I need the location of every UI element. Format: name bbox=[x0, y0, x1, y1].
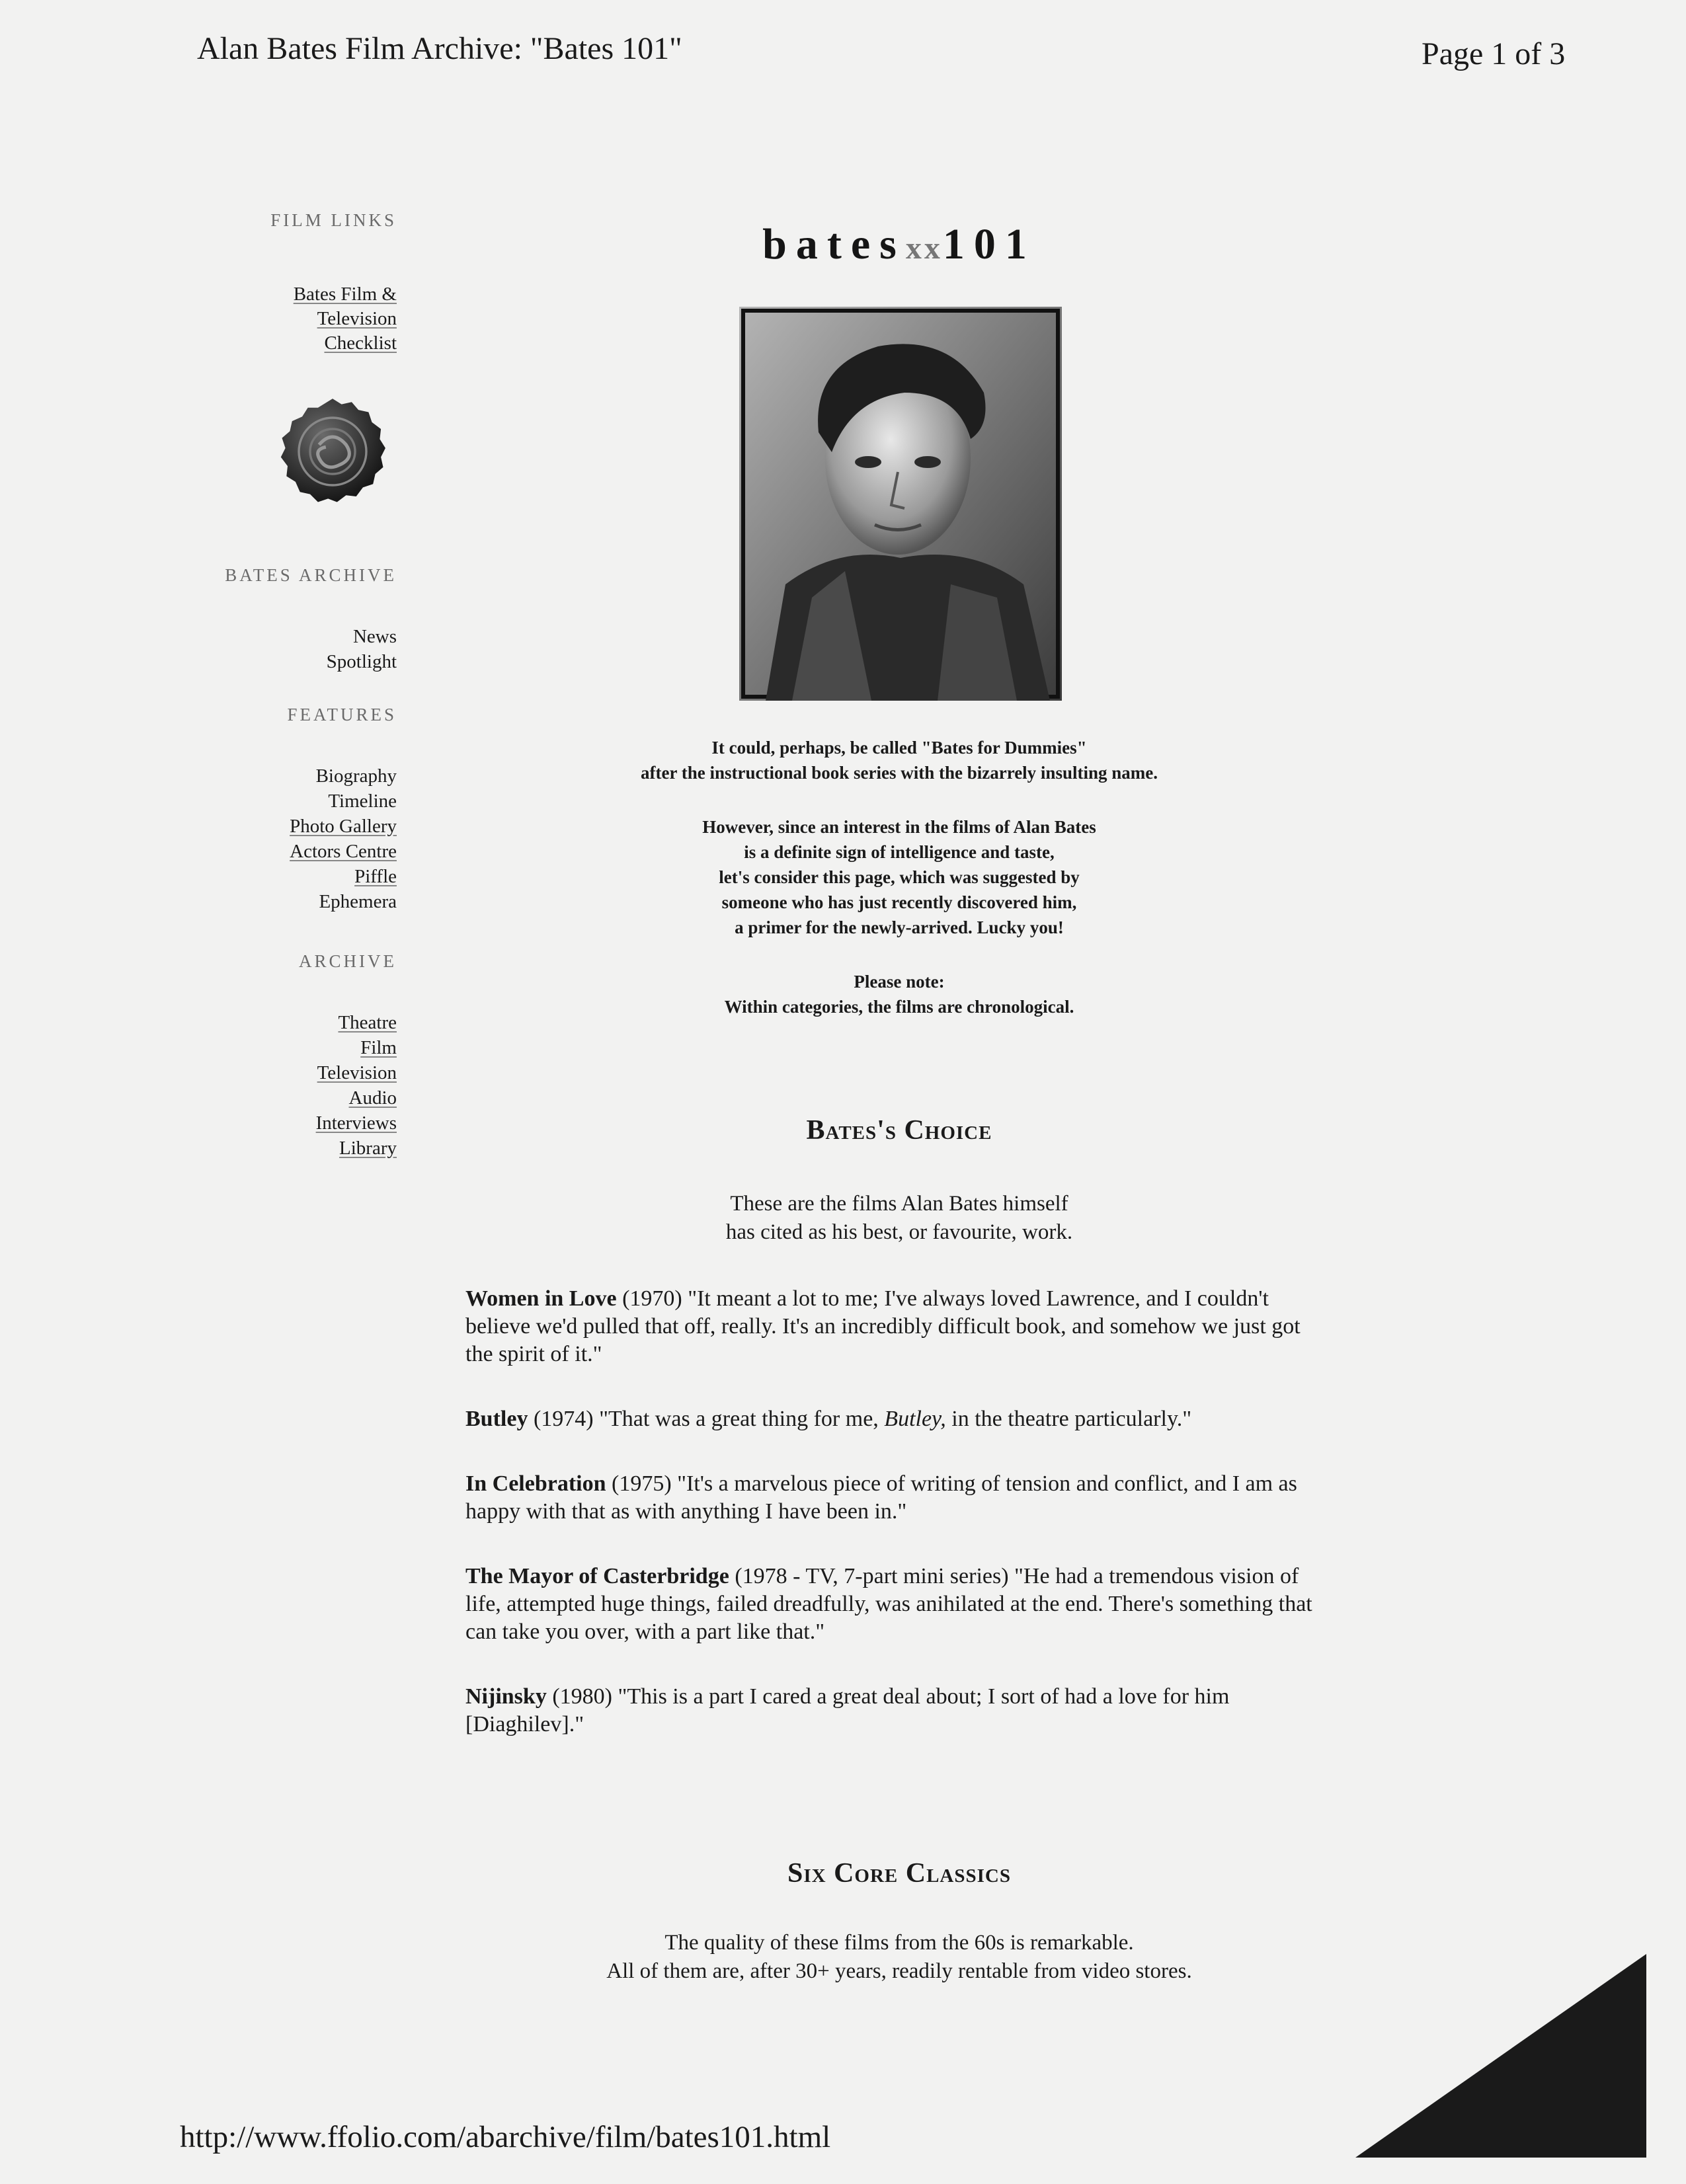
sidebar-link-timeline[interactable]: Timeline bbox=[328, 791, 397, 812]
sidebar-link-actors-centre[interactable]: Actors Centre bbox=[290, 841, 397, 862]
intro-text bbox=[502, 735, 1296, 1048]
six-core-intro-line-2: All of them are, after 30+ years, readily rentable from video stores. bbox=[606, 1959, 1192, 1983]
film-entry-nijinsky bbox=[465, 1683, 1332, 1738]
six-core-intro bbox=[502, 1929, 1296, 1986]
sidebar-link-interviews[interactable]: Interviews bbox=[315, 1112, 397, 1134]
intro-note bbox=[502, 969, 1296, 1019]
intro-note-line-1: Please note: bbox=[854, 972, 945, 992]
film-quote: "This is a part I cared a great deal about; I sort of had a love for him [Diaghilev]." bbox=[465, 1684, 1230, 1736]
sidebar-link-film-tv-checklist[interactable]: Bates Film & Television Checklist bbox=[293, 284, 397, 354]
sidebar-link-ephemera[interactable]: Ephemera bbox=[319, 891, 397, 912]
intro-paragraph-2 bbox=[502, 814, 1296, 940]
film-title: Butley bbox=[465, 1407, 528, 1431]
sidebar-link-biography[interactable]: Biography bbox=[315, 765, 397, 787]
sidebar-link-spotlight[interactable]: Spotlight bbox=[326, 651, 397, 672]
film-title: In Celebration bbox=[465, 1471, 606, 1496]
film-year: (1970) bbox=[622, 1286, 682, 1311]
sidebar-heading-archive: ARCHIVE bbox=[299, 951, 397, 971]
wax-seal-icon bbox=[276, 395, 389, 508]
logo-suffix: 101 bbox=[942, 220, 1036, 268]
intro-p2-line-2: is a definite sign of intelligence and taste, bbox=[744, 842, 1055, 862]
intro-p2-line-3: let's consider this page, which was suggested by bbox=[719, 867, 1080, 887]
section-title-six-core-classics: Six Core Classics bbox=[787, 1858, 1011, 1889]
sidebar-heading-features: FEATURES bbox=[287, 705, 397, 724]
film-quote: "It meant a lot to me; I've always loved Lawrence, and I couldn't believe we'd pulled that off, really. It's an incredibly difficult book, and somehow we just got the spirit of it." bbox=[465, 1286, 1301, 1366]
film-year: (1974) bbox=[533, 1407, 594, 1431]
film-year: (1980) bbox=[552, 1684, 612, 1709]
film-year: (1978 - TV, 7-part mini series) bbox=[735, 1564, 1009, 1588]
sidebar-link-library[interactable]: Library bbox=[339, 1138, 397, 1159]
alan-bates-portrait-photo bbox=[739, 307, 1062, 701]
sidebar-heading-bates-archive: BATES ARCHIVE bbox=[225, 565, 397, 585]
intro-p2-line-5: a primer for the newly-arrived. Lucky you! bbox=[735, 917, 1064, 937]
sidebar-link-theatre[interactable]: Theatre bbox=[338, 1012, 397, 1033]
site-logo bbox=[661, 219, 1137, 270]
film-quote-end: in the theatre particularly." bbox=[951, 1407, 1192, 1431]
film-entry-mayor-of-casterbridge bbox=[465, 1563, 1332, 1646]
film-entry-women-in-love bbox=[465, 1285, 1332, 1368]
intro-p1-line-1: It could, perhaps, be called "Bates for Dummies" bbox=[711, 738, 1087, 758]
film-quote: "He had a tremendous vision of life, attempted huge things, failed dreadfully, was anihilated at the end. There's something that can take you over, with a part like that." bbox=[465, 1564, 1312, 1644]
film-title: Nijinsky bbox=[465, 1684, 547, 1709]
film-quote: "It's a marvelous piece of writing of tension and conflict, and I am as happy with that as with anything I have been in." bbox=[465, 1471, 1297, 1524]
logo-prefix: bates bbox=[762, 220, 906, 268]
print-header-title: Alan Bates Film Archive: "Bates 101" bbox=[197, 31, 682, 66]
film-entry-butley bbox=[465, 1405, 1332, 1433]
film-quote-emphasis: Butley, bbox=[884, 1407, 946, 1431]
six-core-intro-line-1: The quality of these films from the 60s is remarkable. bbox=[664, 1931, 1134, 1955]
intro-p2-line-4: someone who has just recently discovered him, bbox=[721, 892, 1077, 912]
film-title: The Mayor of Casterbridge bbox=[465, 1564, 729, 1588]
film-title: Women in Love bbox=[465, 1286, 617, 1311]
sidebar-link-television[interactable]: Television bbox=[317, 1062, 397, 1083]
print-page-number: Page 1 of 3 bbox=[1422, 36, 1566, 71]
sidebar-link-audio[interactable]: Audio bbox=[348, 1087, 397, 1109]
sidebar-heading-film-links: FILM LINKS bbox=[270, 210, 397, 230]
bates-choice-intro-line-1: These are the films Alan Bates himself bbox=[730, 1192, 1068, 1216]
sidebar-link-film[interactable]: Film bbox=[360, 1037, 397, 1058]
intro-p1-line-2: after the instructional book series with the bizarrely insulting name. bbox=[641, 763, 1158, 783]
sidebar-link-news[interactable]: News bbox=[352, 626, 397, 647]
intro-note-line-2: Within categories, the films are chronological. bbox=[724, 997, 1074, 1017]
film-quote-start: "That was a great thing for me, bbox=[599, 1407, 879, 1431]
intro-paragraph-1 bbox=[502, 735, 1296, 785]
sidebar-link-photo-gallery[interactable]: Photo Gallery bbox=[290, 816, 397, 837]
film-entry-in-celebration bbox=[465, 1470, 1332, 1526]
sidebar-nav bbox=[198, 210, 397, 1161]
print-footer-url: http://www.ffolio.com/abarchive/film/bates101.html bbox=[180, 2120, 831, 2154]
bates-choice-intro bbox=[502, 1190, 1296, 1247]
bates-choice-intro-line-2: has cited as his best, or favourite, work. bbox=[725, 1220, 1073, 1244]
section-title-bates-choice: Bates's Choice bbox=[806, 1115, 992, 1146]
bates-choice-film-list bbox=[465, 1285, 1332, 1775]
logo-middle: xx bbox=[905, 231, 943, 266]
sidebar-link-piffle[interactable]: Piffle bbox=[354, 866, 397, 887]
film-year: (1975) bbox=[612, 1471, 672, 1496]
intro-p2-line-1: However, since an interest in the films of Alan Bates bbox=[702, 817, 1096, 837]
page-corner-fold bbox=[1355, 1954, 1646, 2158]
